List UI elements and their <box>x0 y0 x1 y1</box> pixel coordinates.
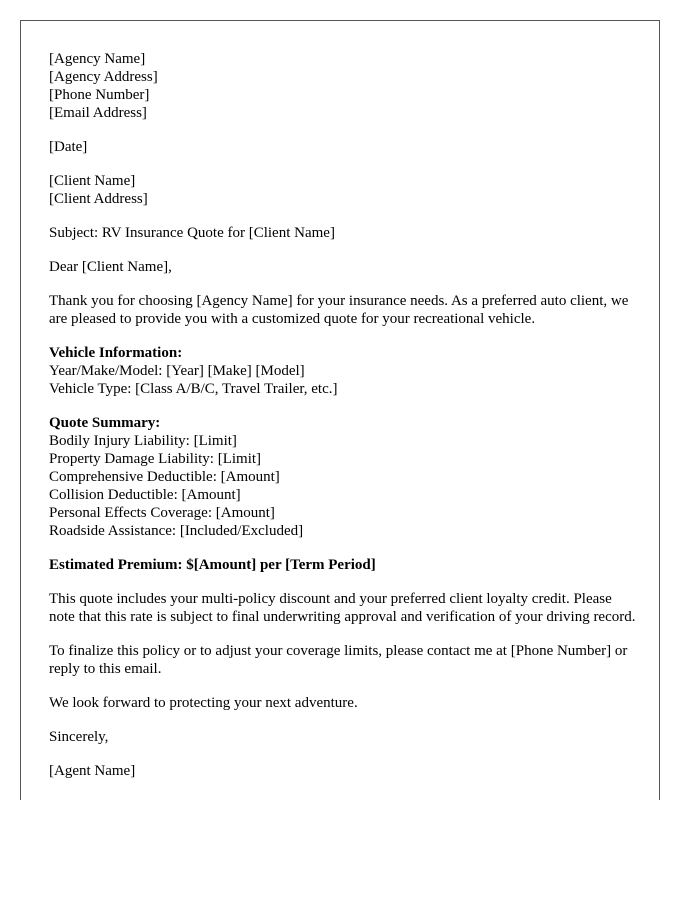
closing-text: We look forward to protecting your next adventure. <box>49 695 358 711</box>
signature-block <box>49 762 639 780</box>
vehicle-info-line: Year/Make/Model: [Year] [Make] [Model] <box>49 363 305 379</box>
intro-text: Thank you for choosing [Agency Name] for your insurance needs. As a preferred auto client, we are pleased to provide you with a customized quote for your recreational vehicle. <box>49 293 629 327</box>
letter-date: [Date] <box>49 139 88 155</box>
recipient-block <box>49 172 639 208</box>
letter-body <box>49 50 639 796</box>
salutation-block <box>49 258 639 276</box>
quote-summary-section <box>49 414 639 540</box>
date-block <box>49 138 639 156</box>
agency-address: [Agency Address] <box>49 69 158 85</box>
contact-paragraph <box>49 642 639 678</box>
agency-phone: [Phone Number] <box>49 87 150 103</box>
vehicle-info-section <box>49 344 639 398</box>
subject-line: Subject: RV Insurance Quote for [Client Name] <box>49 225 335 241</box>
premium-block <box>49 556 639 574</box>
estimated-premium: Estimated Premium: $[Amount] per [Term Period] <box>49 557 376 573</box>
intro-paragraph <box>49 292 639 328</box>
sender-block <box>49 50 639 122</box>
quote-summary-line: Bodily Injury Liability: [Limit] <box>49 433 237 449</box>
client-name: [Client Name] <box>49 173 136 189</box>
signature-name: [Agent Name] <box>49 763 136 779</box>
quote-summary-heading: Quote Summary: <box>49 415 161 431</box>
discount-paragraph <box>49 590 639 626</box>
quote-summary-line: Collision Deductible: [Amount] <box>49 487 241 503</box>
quote-summary-line: Property Damage Liability: [Limit] <box>49 451 262 467</box>
agency-name: [Agency Name] <box>49 51 146 67</box>
signoff-block <box>49 728 639 746</box>
discount-text: This quote includes your multi-policy discount and your preferred client loyalty credit. Please note that this rate is subject to final underwriting approval and verification of your driving record. <box>49 591 636 625</box>
vehicle-info-line: Vehicle Type: [Class A/B/C, Travel Trailer, etc.] <box>49 381 338 397</box>
quote-summary-line: Comprehensive Deductible: [Amount] <box>49 469 280 485</box>
contact-text: To finalize this policy or to adjust your coverage limits, please contact me at [Phone Number] or reply to this email. <box>49 643 628 677</box>
vehicle-info-heading: Vehicle Information: <box>49 345 183 361</box>
client-address: [Client Address] <box>49 191 148 207</box>
closing-paragraph <box>49 694 639 712</box>
quote-summary-line: Personal Effects Coverage: [Amount] <box>49 505 275 521</box>
quote-summary-line: Roadside Assistance: [Included/Excluded] <box>49 523 304 539</box>
salutation: Dear [Client Name], <box>49 259 172 275</box>
subject-block <box>49 224 639 242</box>
letter-page <box>20 20 660 800</box>
agency-email: [Email Address] <box>49 105 147 121</box>
signoff: Sincerely, <box>49 729 109 745</box>
